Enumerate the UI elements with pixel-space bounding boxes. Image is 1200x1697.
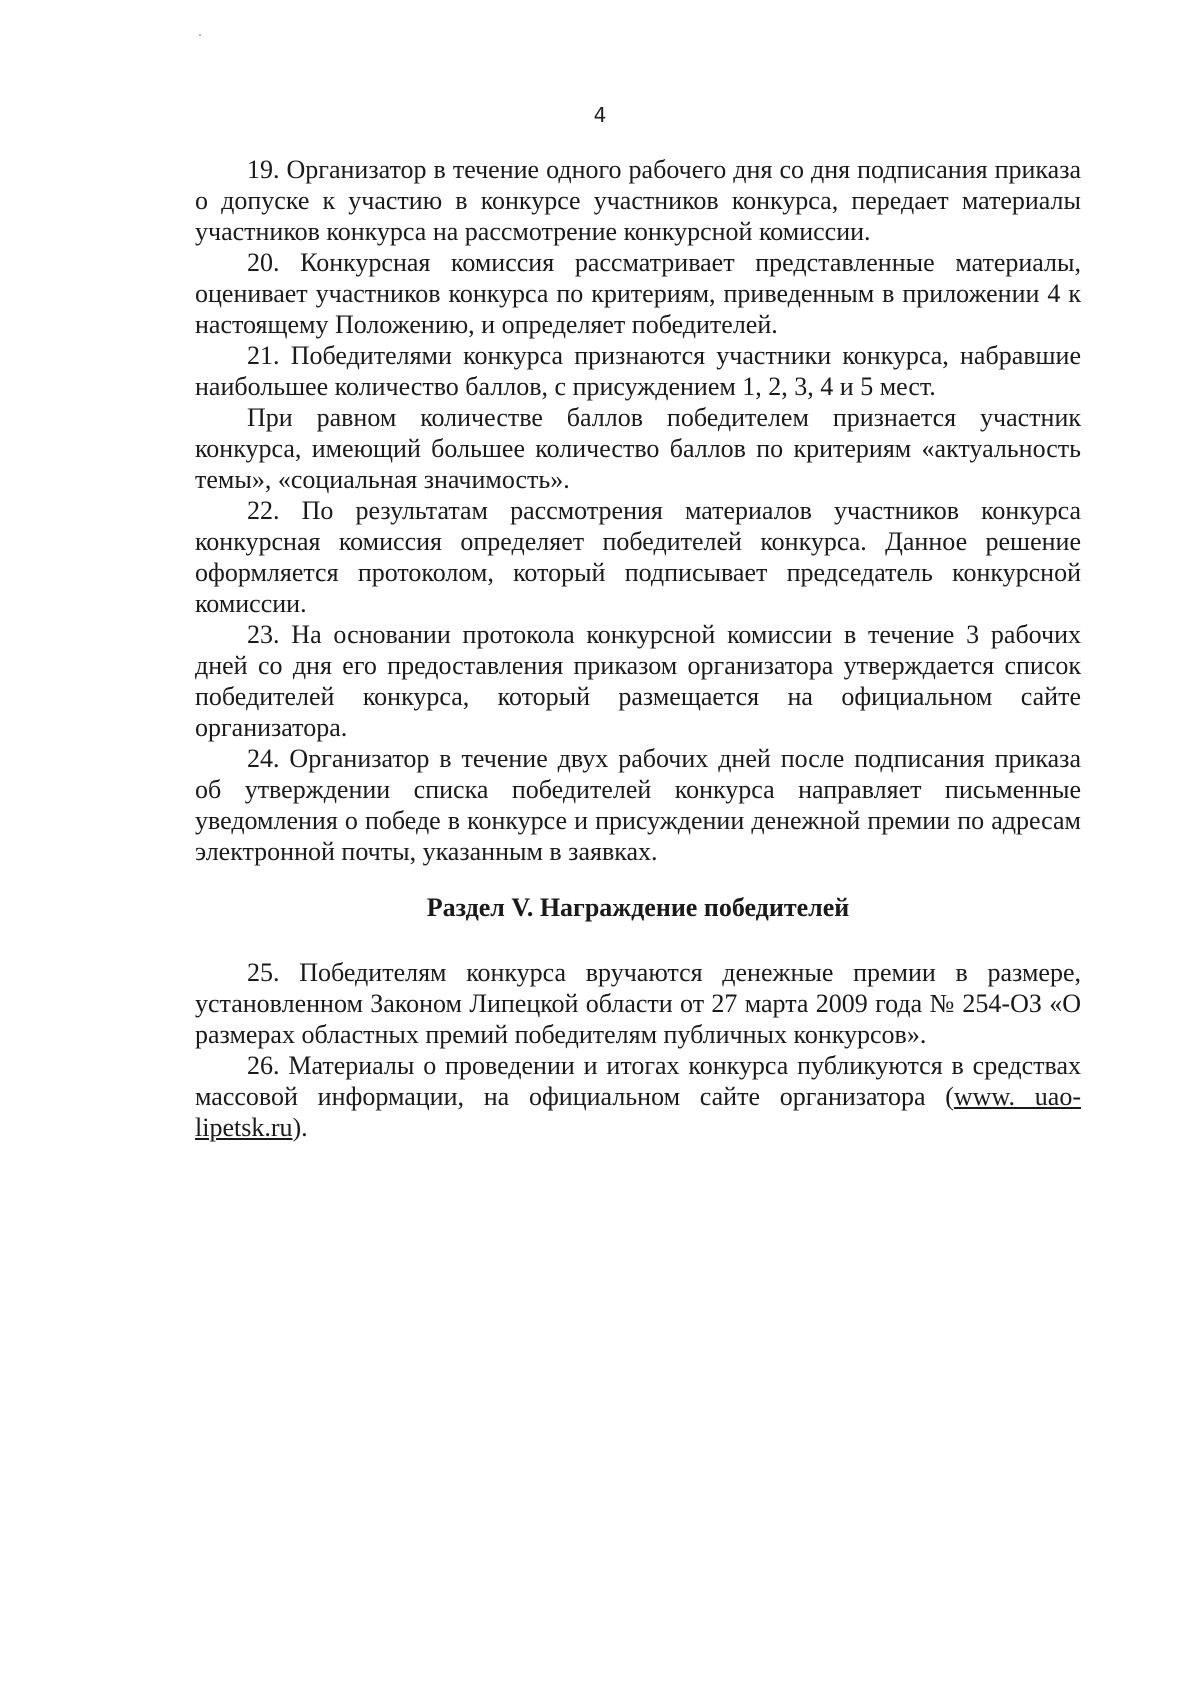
document-body bbox=[195, 154, 1081, 1143]
section-title: Раздел V. Награждение победителей bbox=[426, 893, 850, 922]
paragraph-26 bbox=[195, 1050, 1081, 1143]
page-number: 4 bbox=[593, 103, 607, 127]
paragraph-26-text: 26. Материалы о проведении и итогах конкурса публикуются в средствах массовой информации, на официальном сайте организатора ( bbox=[195, 1051, 1081, 1111]
paragraph-21: 21. Победителями конкурса признаются участники конкурса, набравшие наибольшее количество баллов, с присуждением 1, 2, 3, 4 и 5 мест. bbox=[195, 341, 1081, 401]
paragraph-23: 23. На основании протокола конкурсной комиссии в течение 3 рабочих дней со дня его предоставления приказом организатора утверждается список победителей конкурса, который размещается на официальном сайте организатора. bbox=[195, 620, 1081, 742]
paragraph-25: 25. Победителям конкурса вручаются денежные премии в размере, установленном Законом Липецкой области от 27 марта 2009 года № 254-ОЗ «О размерах областных премий победителям публичных конкурсов». bbox=[195, 958, 1081, 1049]
paragraph-21-continued: При равном количестве баллов победителем признается участник конкурса, имеющий большее количество баллов по критериям «актуальность темы», «социальная значимость». bbox=[195, 403, 1081, 494]
website-link[interactable]: www. uao-lipetsk.ru bbox=[195, 1082, 1081, 1142]
scan-artifact-dot bbox=[199, 34, 201, 36]
paragraph-19: 19. Организатор в течение одного рабочего дня со дня подписания приказа о допуске к участию в конкурсе участников конкурса, передает материалы участников конкурса на рассмотрение конкурсной комиссии. bbox=[195, 155, 1081, 246]
paragraph-22: 22. По результатам рассмотрения материалов участников конкурса конкурсная комиссия определяет победителей конкурса. Данное решение оформляется протоколом, который подписывает председатель конкурсной комиссии. bbox=[195, 496, 1081, 618]
paragraph-20: 20. Конкурсная комиссия рассматривает представленные материалы, оценивает участников конкурса по критериям, приведенным в приложении 4 к настоящему Положению, и определяет победителей. bbox=[195, 248, 1081, 339]
paragraph-24: 24. Организатор в течение двух рабочих дней после подписания приказа об утверждении списка победителей конкурса направляет письменные уведомления о победе в конкурсе и присуждении денежной премии по адресам электронной почты, указанным в заявках. bbox=[195, 744, 1081, 866]
paragraph-26-suffix: ). bbox=[292, 1113, 308, 1142]
